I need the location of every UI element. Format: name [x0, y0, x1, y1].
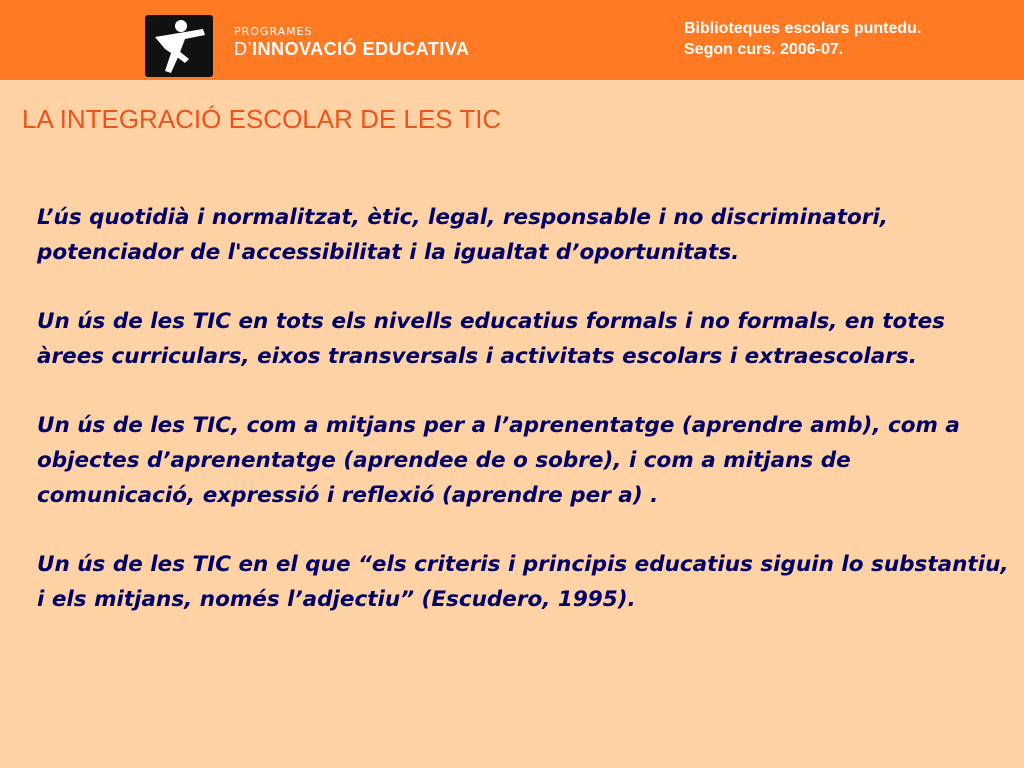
logo-prefix: D’ [234, 39, 252, 59]
logo-line-programes: PROGRAMES [234, 25, 313, 38]
course-note-line1: Biblioteques escolars puntedu. [684, 20, 922, 37]
paragraph-4: Un ús de les TIC en el que “els criteris i principis educatius siguin lo substantiu, i els mitjans, només l’adjectiu” (Escudero, 1995). [37, 552, 1009, 612]
logo-main: INNOVACIÓ EDUCATIVA [252, 39, 470, 59]
page-title: LA INTEGRACIÓ ESCOLAR DE LES TIC [22, 104, 502, 134]
course-note [684, 18, 921, 60]
slide-content [37, 200, 1012, 651]
paragraph-1: L’ús quotidià i normalitzat, ètic, legal, responsable i no discriminatori, potenciador de l'accessibilitat i la igualtat d’oportunitats. [37, 205, 888, 265]
logo-text [234, 26, 470, 58]
paragraph-3: Un ús de les TIC, com a mitjans per a l’aprenentatge (aprendre amb), com a objectes d’aprenentatge (aprendee de o sobre), i com a mitjans de comunicació, expressió i reflexió (aprendre per a) . [37, 413, 960, 508]
programes-innovacio-logo [145, 15, 515, 75]
running-figure-logo-icon [145, 15, 213, 77]
course-note-line2: Segon curs. 2006-07. [684, 41, 844, 58]
header-bar [0, 0, 1024, 80]
logo-line-innovacio [234, 40, 470, 58]
paragraph-2: Un ús de les TIC en tots els nivells educatius formals i no formals, en totes àrees curriculars, eixos transversals i activitats escolars i extraescolars. [37, 309, 945, 369]
